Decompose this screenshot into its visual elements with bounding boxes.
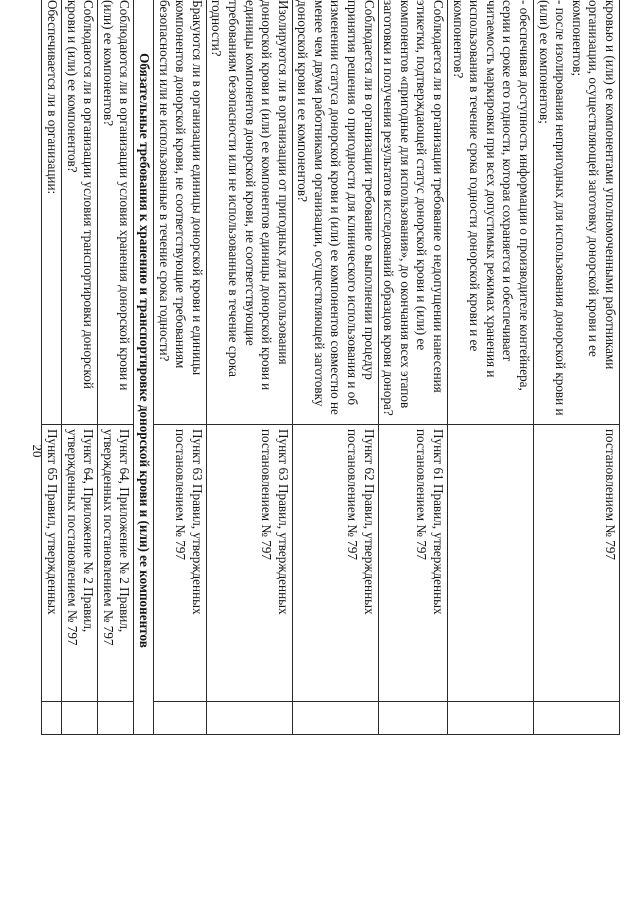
requirement-cell bbox=[448, 0, 534, 425]
reference-cell: Пункт 61 Правил, утвержденных постановлением № 797 bbox=[378, 425, 447, 702]
table-row bbox=[206, 0, 292, 735]
table-row bbox=[448, 0, 534, 735]
empty-cell bbox=[153, 702, 206, 735]
table-row bbox=[378, 0, 447, 735]
checklist-table bbox=[41, 0, 620, 735]
requirement-text: кровью и (или) ее компонентами уполномоченными работниками организации, осуществляющей заготовку донорской крови и ее компонентов; bbox=[569, 0, 618, 370]
reference-cell: Пункт 63 Правил, утвержденных постановлением № 797 bbox=[153, 425, 206, 702]
requirement-cell: Бракуются ли в организации единицы донорской крови и единицы компонентов донорской крови, не соответствующие требованиям безопасности или не использованные в течение срока годности? bbox=[153, 0, 206, 425]
requirement-cell: Обеспечивается ли в организации: bbox=[42, 0, 62, 425]
table-row bbox=[534, 0, 620, 735]
empty-cell bbox=[534, 702, 620, 735]
empty-cell bbox=[206, 702, 292, 735]
reference-cell: Пункт 64, Приложение № 2 Правил, утвержденных постановлением № 797 bbox=[98, 425, 134, 702]
empty-cell bbox=[292, 702, 378, 735]
reference-cell: Пункт 64, Приложение № 2 Правил, утвержденных постановлением № 797 bbox=[62, 425, 98, 702]
requirement-cell: Соблюдается ли в организации требование о выполнении процедур принятия решения о пригодности для клинического использования и об изменении статуса донорской крови и (или) ее компонентов совместно не менее чем двумя работниками организации, осуществляющей заготовку донорской крови и ее компонентов? bbox=[292, 0, 378, 425]
requirement-text: - после изолирования непригодных для использования донорской крови и (или) ее компонентов; bbox=[536, 0, 569, 416]
reference-cell: Пункт 63 Правил, утвержденных постановлением № 797 bbox=[206, 425, 292, 702]
table-row bbox=[98, 0, 134, 735]
empty-cell bbox=[378, 702, 447, 735]
table-row bbox=[42, 0, 62, 735]
requirement-cell: Соблюдаются ли в организации условия хранения донорской крови и (или) ее компонентов? bbox=[98, 0, 134, 425]
requirement-cell: Соблюдается ли в организации требование о недопущении нанесения этикетки, подтверждающей статус донорской крови и (или) ее компонентов «пригодные для использования», до окончания всех этапов заготовки и получения результатов исследований образцов крови донора? bbox=[378, 0, 447, 425]
table-row bbox=[292, 0, 378, 735]
empty-cell bbox=[448, 702, 534, 735]
requirement-cell bbox=[534, 0, 620, 425]
reference-cell: Пункт 65 Правил, утвержденных bbox=[42, 425, 62, 702]
checklist-table-wrapper bbox=[45, 0, 620, 726]
section-title: Обязательные требования к хранению и транспортировке донорской крови и (или) ее компонентов bbox=[134, 0, 154, 735]
rotated-page-content bbox=[45, 0, 620, 726]
requirement-cell: Соблюдаются ли в организации условия транспортировки донорской крови и (или) ее компонентов? bbox=[62, 0, 98, 425]
reference-cell bbox=[448, 425, 534, 702]
empty-cell bbox=[42, 702, 62, 735]
empty-cell bbox=[98, 702, 134, 735]
table-row bbox=[153, 0, 206, 735]
requirement-cell: Изолируются ли в организации от пригодных для использования донорской крови и (или) ее компонентов единицы донорской крови и единицы компонентов донорской крови, не соответствующие требованиям безопасности или не использованные в течение срока годности? bbox=[206, 0, 292, 425]
empty-cell bbox=[62, 702, 98, 735]
table-row bbox=[62, 0, 98, 735]
section-header-row bbox=[134, 0, 154, 735]
reference-cell: постановлением № 797 bbox=[534, 425, 620, 702]
requirement-text: - обеспечивая доступность информации о производителе контейнера, серии и сроке его годности, которая сохраняется и обеспечивает читаемость маркировки при всех допустимых режимах хранения и использования в течение срока годности донорской крови и ее компонентов? bbox=[450, 0, 533, 391]
reference-cell: Пункт 62 Правил, утвержденных постановлением № 797 bbox=[292, 425, 378, 702]
page-number: 20 bbox=[30, 444, 45, 458]
